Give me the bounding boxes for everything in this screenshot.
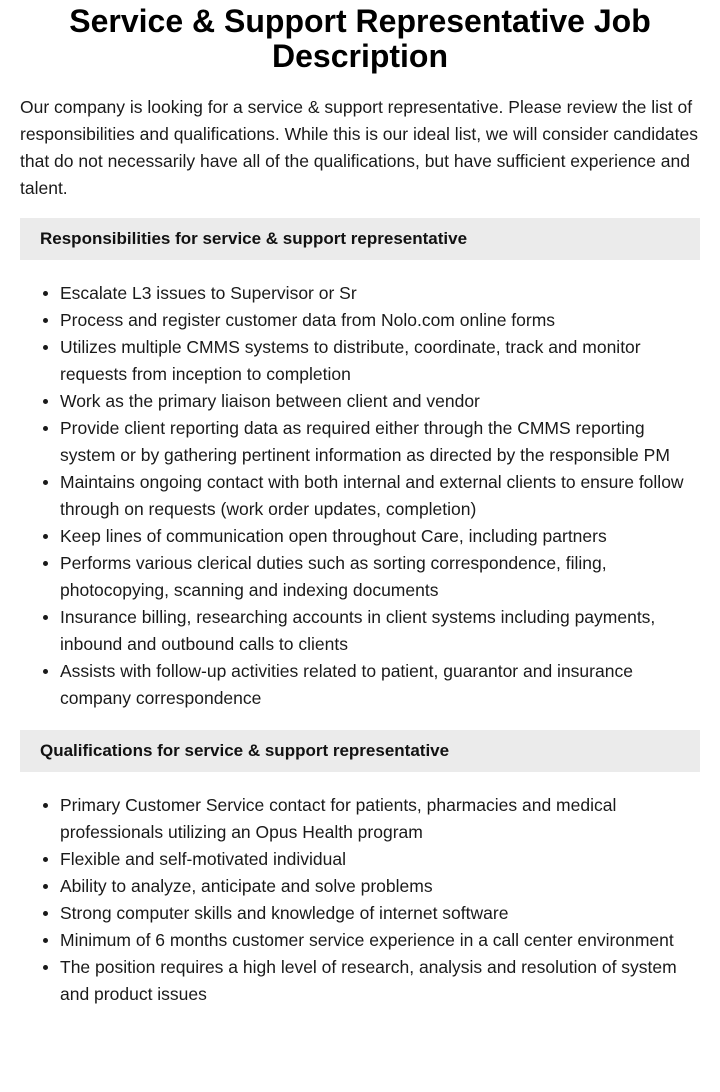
list-item: Minimum of 6 months customer service experience in a call center environment <box>20 927 700 954</box>
list-item: Provide client reporting data as required either through the CMMS reporting system or by gathering pertinent information as directed by the responsible PM <box>20 415 700 469</box>
responsibilities-list <box>20 280 700 712</box>
list-item: Flexible and self-motivated individual <box>20 846 700 873</box>
list-item: The position requires a high level of research, analysis and resolution of system and product issues <box>20 954 700 1008</box>
list-item: Keep lines of communication open throughout Care, including partners <box>20 523 700 550</box>
list-item: Escalate L3 issues to Supervisor or Sr <box>20 280 700 307</box>
qualifications-list <box>20 792 700 1008</box>
page-title: Service & Support Representative Job Description <box>69 3 651 74</box>
list-item: Assists with follow-up activities related to patient, guarantor and insurance company correspondence <box>20 658 700 712</box>
qualifications-header: Qualifications for service & support representative <box>20 730 700 772</box>
list-item: Primary Customer Service contact for patients, pharmacies and medical professionals utilizing an Opus Health program <box>20 792 700 846</box>
list-item: Strong computer skills and knowledge of internet software <box>20 900 700 927</box>
list-item: Utilizes multiple CMMS systems to distribute, coordinate, track and monitor requests from inception to completion <box>20 334 700 388</box>
list-item: Maintains ongoing contact with both internal and external clients to ensure follow through on requests (work order updates, completion) <box>20 469 700 523</box>
list-item: Work as the primary liaison between client and vendor <box>20 388 700 415</box>
intro-paragraph: Our company is looking for a service & support representative. Please review the list of responsibilities and qualifications. While this is our ideal list, we will consider candidates that do not necessarily have all of the qualifications, but have sufficient experience and talent. <box>20 97 698 198</box>
list-item: Process and register customer data from Nolo.com online forms <box>20 307 700 334</box>
responsibilities-header: Responsibilities for service & support representative <box>20 218 700 260</box>
list-item: Ability to analyze, anticipate and solve problems <box>20 873 700 900</box>
list-item: Insurance billing, researching accounts in client systems including payments, inbound and outbound calls to clients <box>20 604 700 658</box>
list-item: Performs various clerical duties such as sorting correspondence, filing, photocopying, scanning and indexing documents <box>20 550 700 604</box>
